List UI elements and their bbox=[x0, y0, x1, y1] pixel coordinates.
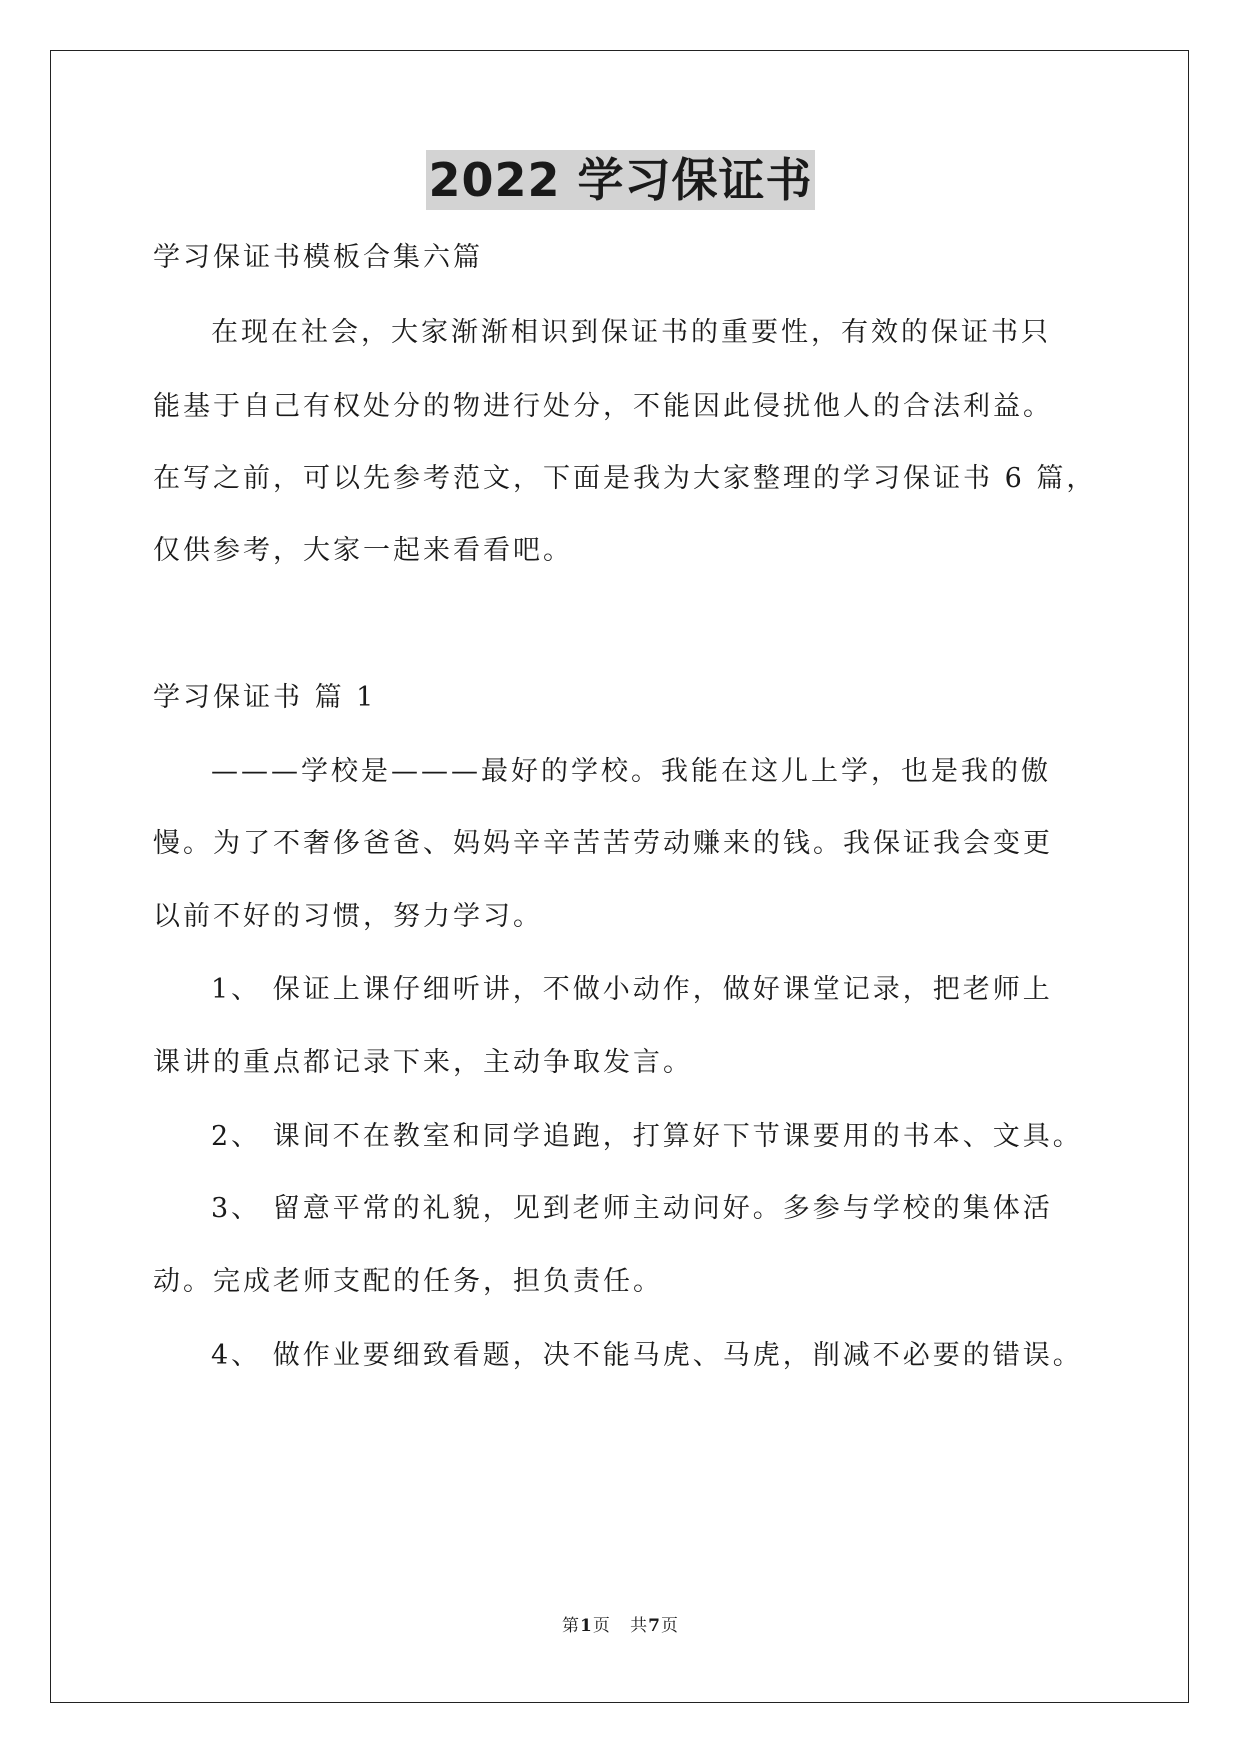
body-line-3: 以前不好的习惯，努力学习。 bbox=[153, 901, 543, 932]
page-footer bbox=[0, 1614, 1241, 1638]
footer-total-prefix: 共 bbox=[630, 1616, 649, 1636]
subtitle: 学习保证书模板合集六篇 bbox=[153, 242, 483, 273]
title-container bbox=[0, 150, 1241, 210]
body-line-1: ———学校是———最好的学校。我能在这儿上学，也是我的傲 bbox=[211, 756, 1051, 787]
body-line-5: 课讲的重点都记录下来，主动争取发言。 bbox=[153, 1047, 693, 1078]
body-line-4: 1、 保证上课仔细听讲，不做小动作，做好课堂记录，把老师上 bbox=[211, 974, 1053, 1005]
footer-page-prefix: 第 bbox=[562, 1616, 581, 1636]
footer-current-page: 1 bbox=[580, 1616, 593, 1636]
page-border bbox=[50, 50, 1189, 1703]
intro-line-4: 仅供参考，大家一起来看看吧。 bbox=[153, 535, 573, 566]
section-heading: 学习保证书 篇 1 bbox=[153, 682, 377, 713]
body-line-7: 3、 留意平常的礼貌，见到老师主动问好。多参与学校的集体活 bbox=[211, 1193, 1053, 1224]
intro-line-3: 在写之前，可以先参考范文，下面是我为大家整理的学习保证书 6 篇， bbox=[153, 463, 1097, 494]
intro-line-2: 能基于自己有权处分的物进行处分，不能因此侵扰他人的合法利益。 bbox=[153, 391, 1053, 422]
body-line-8: 动。完成老师支配的任务，担负责任。 bbox=[153, 1266, 663, 1297]
intro-line-1: 在现在社会，大家渐渐相识到保证书的重要性，有效的保证书只 bbox=[211, 317, 1051, 348]
body-line-2: 慢。为了不奢侈爸爸、妈妈辛辛苦苦劳动赚来的钱。我保证我会变更 bbox=[153, 828, 1053, 859]
body-line-9: 4、 做作业要细致看题，决不能马虎、马虎，削减不必要的错误。 bbox=[211, 1340, 1083, 1371]
footer-page-suffix: 页 bbox=[592, 1616, 611, 1636]
footer-total-suffix: 页 bbox=[660, 1616, 679, 1636]
footer-total-pages: 7 bbox=[648, 1616, 661, 1636]
body-line-6: 2、 课间不在教室和同学追跑，打算好下节课要用的书本、文具。 bbox=[211, 1121, 1083, 1152]
document-title: 2022 学习保证书 bbox=[426, 150, 814, 210]
